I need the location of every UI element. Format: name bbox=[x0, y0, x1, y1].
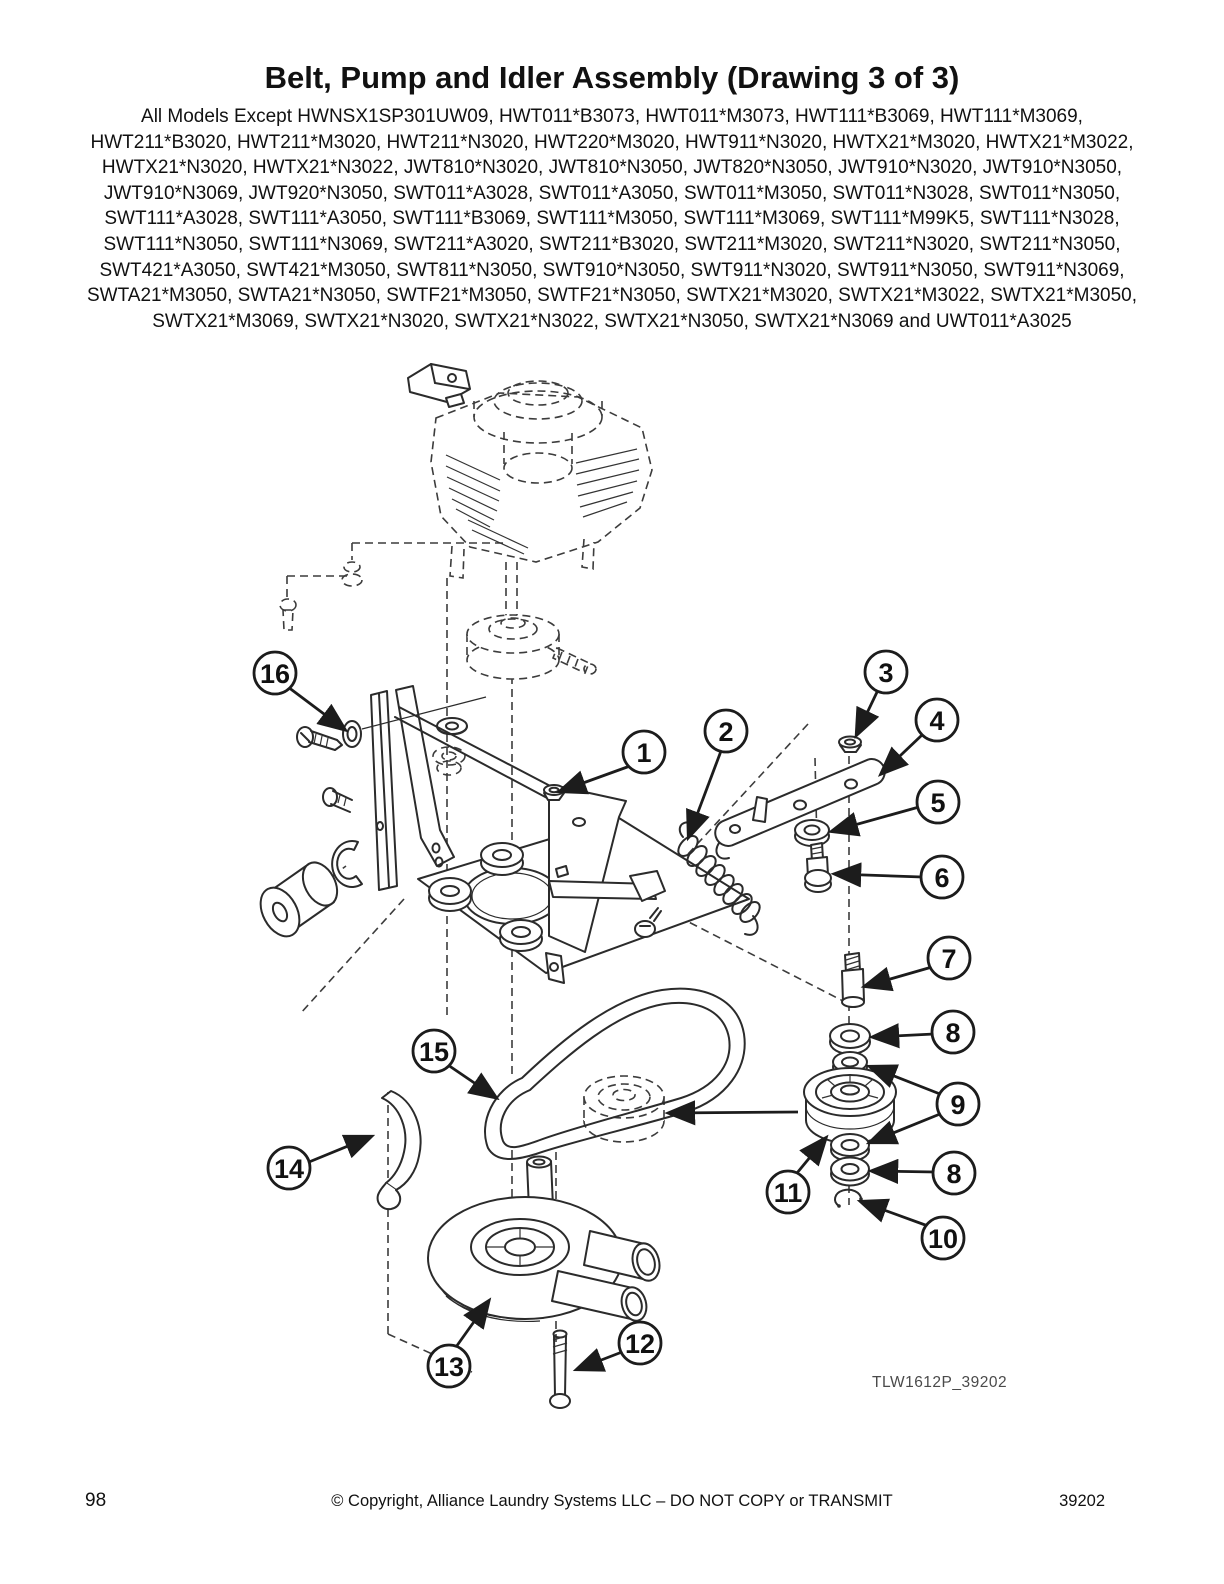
nut-3 bbox=[839, 737, 861, 753]
damper-pad-14 bbox=[378, 1091, 421, 1209]
callout-16 bbox=[254, 652, 344, 729]
page-number: 98 bbox=[85, 1490, 107, 1511]
svg-text:2: 2 bbox=[718, 717, 734, 747]
callout-13 bbox=[428, 1302, 488, 1387]
idler-stud-7 bbox=[842, 953, 864, 1007]
callout-4 bbox=[882, 699, 958, 773]
ground-screw-reference bbox=[280, 562, 362, 630]
drawing-code: TLW1612P_39202 bbox=[872, 1374, 1008, 1391]
model-line: HWT211*B3020, HWT211*M3020, HWT211*N3020, HWT220*M3020, HWT911*N3020, HWTX21*M3020, HWTX21*M3022, bbox=[90, 131, 1134, 153]
svg-text:12: 12 bbox=[624, 1329, 656, 1359]
svg-text:4: 4 bbox=[929, 706, 945, 736]
callout-3 bbox=[857, 651, 907, 734]
pump-assembly bbox=[428, 1157, 663, 1324]
model-line: SWTX21*M3069, SWTX21*N3020, SWTX21*N3022, SWTX21*N3050, SWTX21*N3069 and UWT011*A3025 bbox=[152, 310, 1072, 332]
model-line: All Models Except HWNSX1SP301UW09, HWT011*B3073, HWT011*M3073, HWT111*B3069, HWT111*M3069, bbox=[141, 106, 1083, 127]
svg-text:3: 3 bbox=[878, 658, 894, 688]
idler-pulley-reference bbox=[584, 1076, 664, 1142]
callout-1 bbox=[561, 731, 665, 791]
install-direction-arrow bbox=[670, 1112, 798, 1113]
copyright-notice: © Copyright, Alliance Laundry Systems LLC – DO NOT COPY or TRANSMIT bbox=[331, 1492, 893, 1510]
nut-1 bbox=[544, 785, 564, 800]
svg-text:13: 13 bbox=[433, 1352, 465, 1382]
document-number: 39202 bbox=[1059, 1492, 1105, 1510]
washer-8-lower bbox=[831, 1158, 869, 1186]
callout-7 bbox=[866, 937, 970, 986]
pump-screw-12 bbox=[550, 1331, 570, 1409]
svg-text:8: 8 bbox=[945, 1018, 961, 1048]
washer-5 bbox=[795, 820, 829, 846]
page-title: Belt, Pump and Idler Assembly (Drawing 3 of 3) bbox=[264, 60, 960, 95]
svg-text:11: 11 bbox=[773, 1178, 803, 1208]
model-line: JWT910*N3069, JWT920*N3050, SWT011*A3028, SWT011*A3050, SWT011*M3050, SWT011*N3028, SWT011*N3050, bbox=[103, 182, 1121, 204]
model-line: SWTA21*M3050, SWTA21*N3050, SWTF21*M3050, SWTF21*N3050, SWTX21*M3020, SWTX21*M3022, SWTX21*M3050, bbox=[86, 285, 1137, 307]
idler-lever-assembly bbox=[253, 691, 397, 943]
callout-10 bbox=[862, 1202, 964, 1259]
model-line: SWT421*A3050, SWT421*M3050, SWT811*N3050, SWT910*N3050, SWT911*N3020, SWT911*N3050, SWT911*N3069, bbox=[99, 259, 1125, 281]
svg-text:10: 10 bbox=[927, 1224, 959, 1254]
idler-pulley-11 bbox=[804, 1068, 896, 1143]
callout-15 bbox=[413, 1030, 495, 1097]
svg-text:15: 15 bbox=[418, 1037, 450, 1067]
motor-pulley bbox=[467, 615, 596, 679]
callout-11 bbox=[767, 1139, 825, 1213]
svg-text:9: 9 bbox=[950, 1090, 966, 1120]
callout-8-upper bbox=[874, 1011, 974, 1053]
shoulder-bolt-6 bbox=[805, 843, 831, 892]
svg-text:6: 6 bbox=[934, 863, 950, 893]
model-line: SWT111*A3028, SWT111*A3050, SWT111*B3069, SWT111*M3050, SWT111*M3069, SWT111*M99K5, SWT111*N3028, bbox=[104, 208, 1120, 230]
washer-8-upper bbox=[830, 1024, 870, 1054]
callout-6 bbox=[836, 856, 963, 898]
callout-8-lower bbox=[873, 1152, 975, 1194]
svg-text:16: 16 bbox=[259, 659, 291, 689]
lever-screw bbox=[323, 788, 352, 812]
svg-text:14: 14 bbox=[273, 1154, 305, 1184]
model-line: HWTX21*N3020, HWTX21*N3022, JWT810*N3020, JWT810*N3050, JWT820*N3050, JWT910*N3020, JWT910*N3050, bbox=[101, 157, 1123, 179]
svg-text:8: 8 bbox=[946, 1159, 962, 1189]
motor-connector bbox=[408, 364, 470, 407]
svg-text:7: 7 bbox=[941, 944, 957, 974]
callout-14 bbox=[268, 1137, 370, 1189]
model-line: SWT111*N3050, SWT111*N3069, SWT211*A3020, SWT211*B3020, SWT211*M3020, SWT211*N3020, SWT211*N3050, bbox=[103, 233, 1121, 255]
svg-text:5: 5 bbox=[930, 788, 946, 818]
motor-windings bbox=[446, 449, 639, 554]
svg-text:1: 1 bbox=[636, 738, 652, 768]
callout-12 bbox=[578, 1322, 661, 1369]
